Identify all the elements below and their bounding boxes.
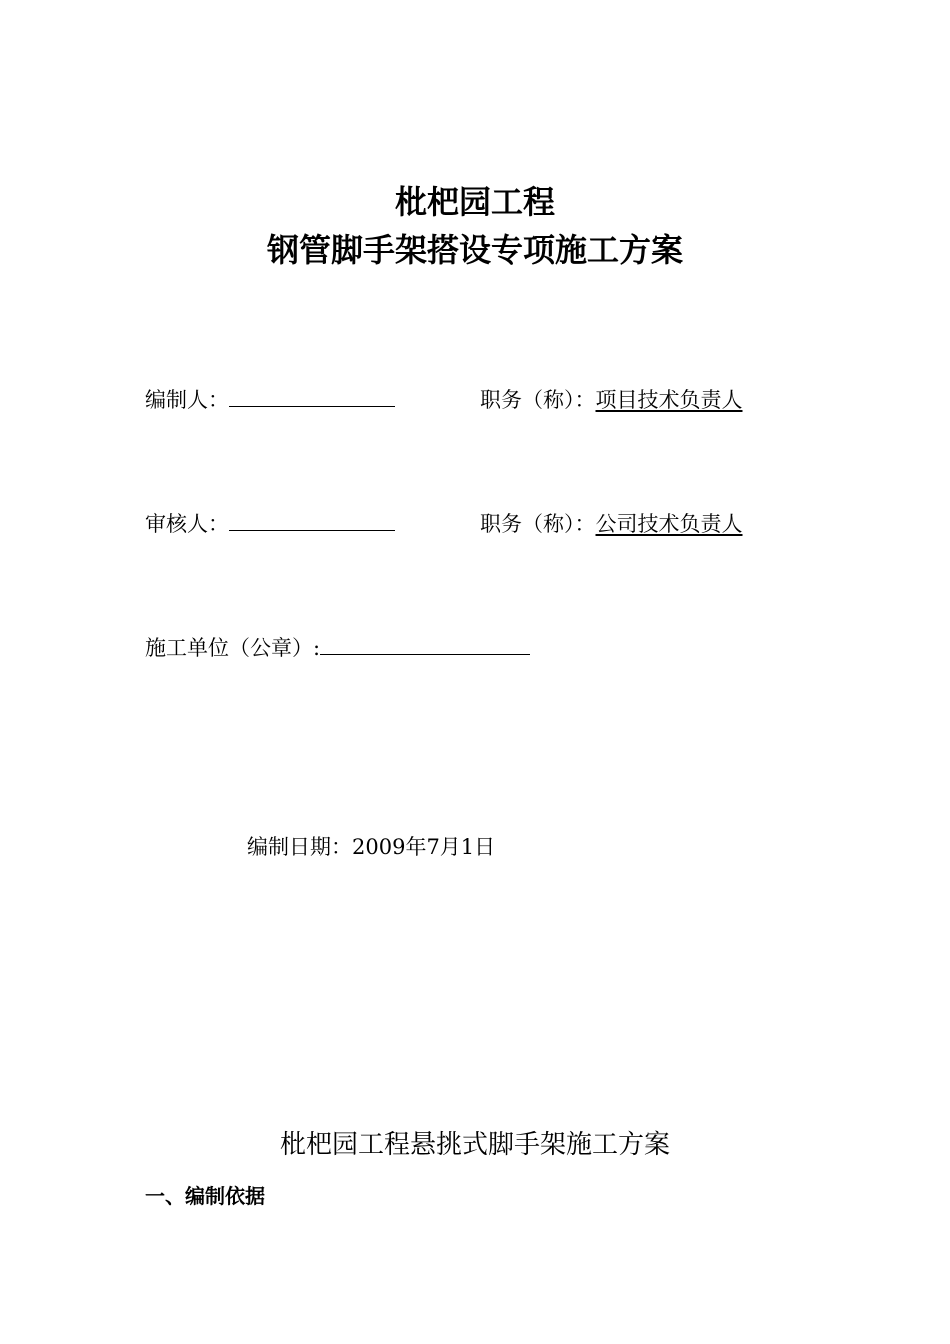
compile-date-field (247, 833, 495, 861)
plan-subtitle: 枇杷园工程悬挑式脚手架施工方案 (279, 1130, 670, 1160)
compiler-signature-blank (229, 386, 395, 407)
reviewer-field (145, 510, 395, 538)
reviewer-position-value: 公司技术负责人 (595, 512, 743, 536)
construction-unit-field (145, 634, 530, 662)
section-heading-basis: 一、编制依据 (145, 1184, 265, 1208)
reviewer-position-label: 职务（称）： (480, 512, 596, 536)
construction-unit-label: 施工单位（公章）: (145, 636, 321, 660)
reviewer-label: 审核人： (145, 512, 229, 536)
document-title-line2: 钢管脚手架搭设专项施工方案 (266, 231, 683, 269)
reviewer-position-field (480, 510, 743, 538)
compile-date-label: 编制日期： (247, 835, 352, 859)
construction-unit-seal-blank (320, 634, 530, 655)
compiler-label: 编制人： (145, 388, 229, 412)
reviewer-signature-blank (229, 510, 395, 531)
compiler-position-field (480, 386, 743, 414)
compile-date-value: 2009年7月1日 (352, 835, 496, 859)
compiler-position-value: 项目技术负责人 (595, 388, 743, 412)
compiler-field (145, 386, 395, 414)
document-title-line1: 枇杷园工程 (394, 183, 555, 221)
compiler-position-label: 职务（称）： (480, 388, 596, 412)
